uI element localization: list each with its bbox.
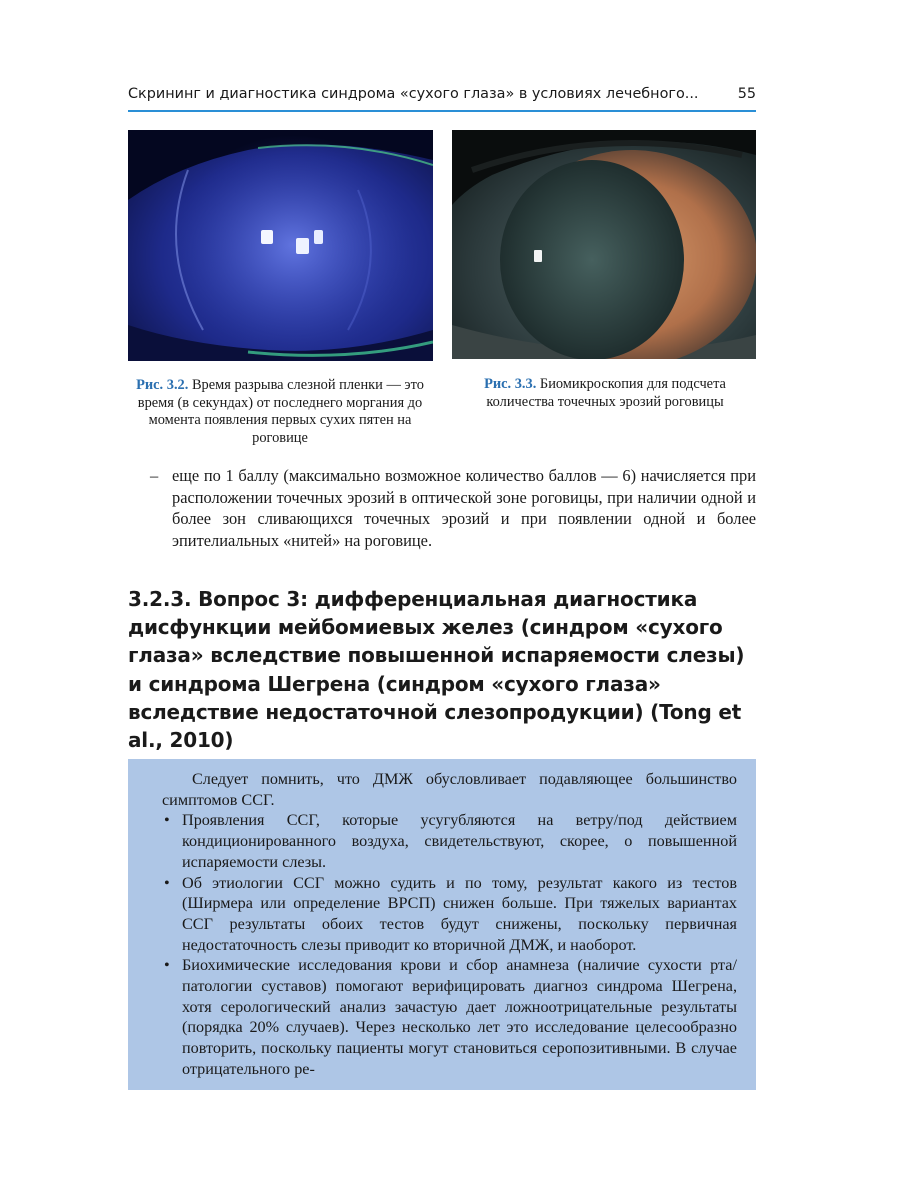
figure-3-2-image [128, 130, 433, 361]
figure-3-3-caption [452, 376, 758, 411]
dash-mark: – [150, 466, 159, 485]
list-item-text: Биохимические исследования крови и сбор анамнеза (наличие сухости рта/патологии суставов) помогают верифицировать диагноз синдрома Шегрена, хотя серологический анализ зачастую дает ложноотрицательные результаты (порядка 20% случаев). Через несколько лет это исследование целесообразно повторить, поскольку пациенты могут становиться серопозитивными. В случае отрицательного ре- [182, 956, 737, 1078]
figure-3-3-caption-text: Биомикроскопия для подсчета количества точечных эрозий роговицы [486, 376, 726, 410]
running-head [128, 86, 756, 102]
list-item [162, 955, 737, 1079]
figure-3-2-caption-text: Время разрыва слезной пленки — это время (в секундах) от последнего моргания до момента появления первых сухих пятен на роговице [137, 377, 424, 446]
box-intro: Следует помнить, что ДМЖ обусловливает подавляющее большинство симптомов ССГ. [162, 770, 737, 809]
list-item [162, 810, 737, 872]
bullet-mark: • [164, 873, 170, 892]
highlight-box-content [162, 769, 737, 1080]
list-item-text: Об этиологии ССГ можно судить и по тому, результат какого из тестов (Ширмера или определение ВРСП) снижен больше. При тяжелых вариантах ССГ результаты обоих тестов будут снижены, поскольку первичная недостаточность слезы приводит ко вторичной ДМЖ, и наоборот. [182, 873, 737, 954]
figure-3-2-caption [126, 377, 434, 447]
running-head-title: Скрининг и диагностика синдрома «сухого глаза» в условиях лечебного... [128, 86, 699, 102]
box-bullet-list [162, 810, 737, 1079]
figure-3-3-image [452, 130, 756, 359]
header-rule [128, 110, 756, 112]
highlight-box [128, 759, 756, 1090]
bullet-mark: • [164, 956, 170, 975]
dash-list-item [150, 465, 756, 551]
list-item-text: Проявления ССГ, которые усугубляются на ветру/под действием кондиционированного воздуха, свидетельствуют, скорее, о повышенной испаряемости слезы. [182, 811, 737, 871]
page-number: 55 [737, 86, 756, 102]
figure-3-3-label: Рис. 3.3. [484, 376, 537, 392]
dash-item-text: еще по 1 баллу (максимально возможное количество баллов — 6) начисляется при расположении точечных эрозий в оптической зоне роговицы, при наличии одной и более зон сливающихся точечных эрозий и при появлении одной и более эпителиальных «нитей» на роговице. [172, 466, 756, 550]
section-heading: 3.2.3. Вопрос 3: дифференциальная диагностика дисфункции мейбомиевых желез (синдром «сухого глаза» вследствие повышенной испаряемости слезы) и синдрома Шегрена (синдром «сухого глаза» вследствие недостаточной слезопродукции) (Tong et al., 2010) [128, 587, 745, 753]
bullet-mark: • [164, 811, 170, 830]
list-item [162, 873, 737, 956]
figure-3-2-label: Рис. 3.2. [136, 377, 189, 393]
